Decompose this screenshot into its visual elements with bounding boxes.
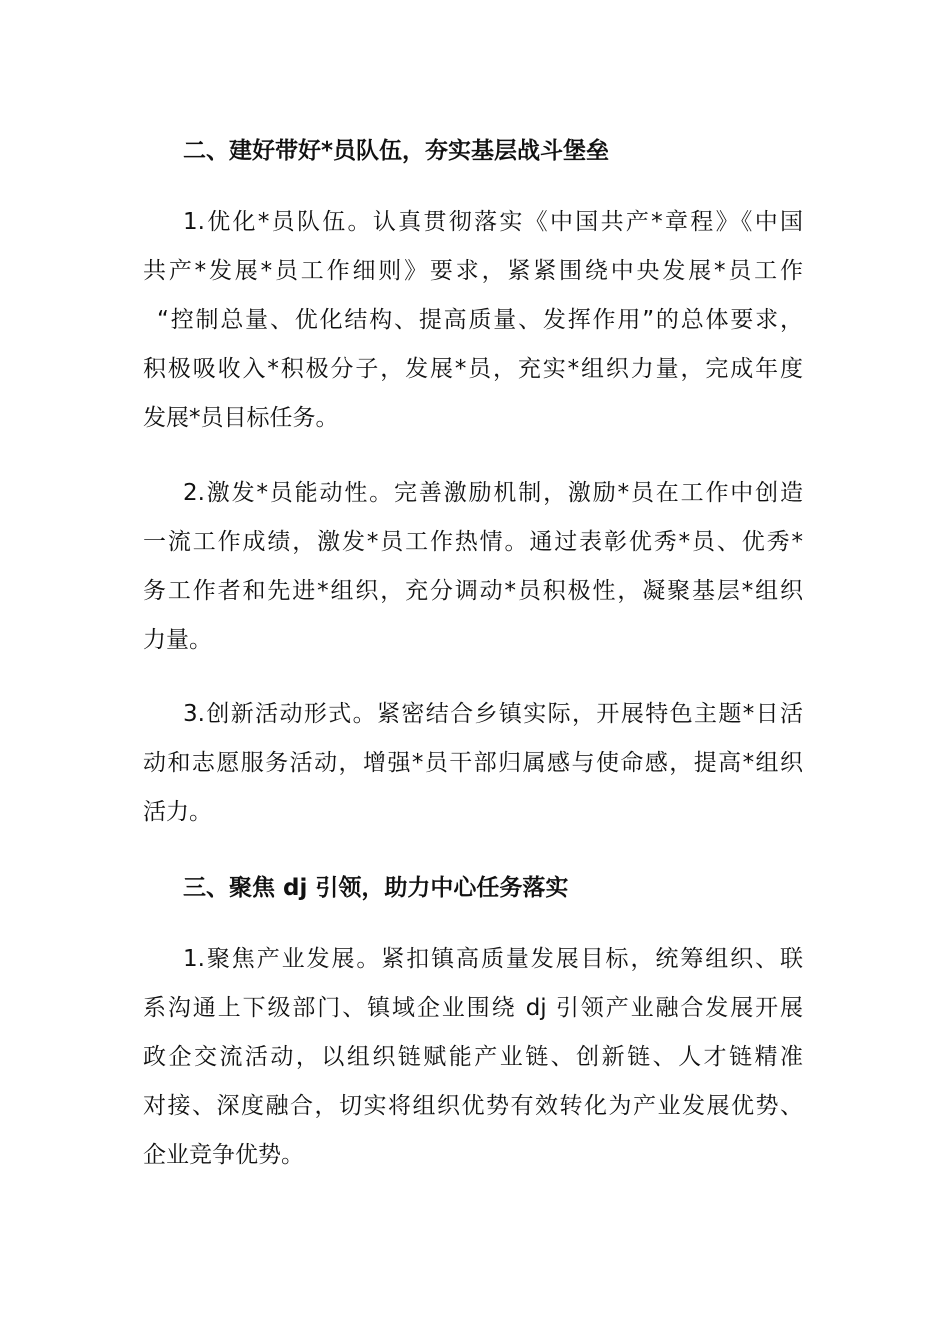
paragraph-line: 发展*员目标任务。	[143, 405, 339, 431]
paragraph-line: 动和志愿服务活动，增强*员干部归属感与使命感，提高*组织	[143, 750, 803, 776]
paragraph-line: 共产*发展*员工作细则》要求，紧紧围绕中央发展*员工作	[143, 258, 803, 284]
section-heading-3: 三、聚焦 dj 引领，助力中心任务落实	[183, 875, 569, 901]
paragraph-line: 活力。	[143, 799, 212, 825]
paragraph-line: 1.聚焦产业发展。紧扣镇高质量发展目标，统筹组织、联	[183, 946, 803, 972]
paragraph-line: 积极吸收入*积极分子，发展*员，充实*组织力量，完成年度	[143, 356, 803, 382]
paragraph-line: 务工作者和先进*组织，充分调动*员积极性，凝聚基层*组织	[143, 578, 803, 604]
paragraph-line: 对接、深度融合，切实将组织优势有效转化为产业发展优势、	[143, 1093, 803, 1119]
paragraph-line: 企业竞争优势。	[143, 1142, 304, 1168]
paragraph-line: 1.优化*员队伍。认真贯彻落实《中国共产*章程》《中国	[183, 209, 803, 235]
paragraph-line: 3.创新活动形式。紧密结合乡镇实际，开展特色主题*日活	[183, 701, 803, 727]
paragraph-2-3	[143, 690, 803, 837]
paragraph-3-1	[143, 935, 803, 1180]
paragraph-line: 一流工作成绩，激发*员工作热情。通过表彰优秀*员、优秀*	[143, 529, 803, 555]
paragraph-line: 2.激发*员能动性。完善激励机制，激励*员在工作中创造	[183, 480, 803, 506]
paragraph-line: 系沟通上下级部门、镇域企业围绕 dj 引领产业融合发展开展	[143, 995, 803, 1021]
section-heading-2: 二、建好带好*员队伍，夯实基层战斗堡垒	[183, 138, 610, 164]
paragraph-2-1	[143, 198, 803, 443]
paragraph-line: 力量。	[143, 627, 212, 653]
paragraph-line: 政企交流活动，以组织链赋能产业链、创新链、人才链精准	[143, 1044, 803, 1070]
paragraph-line: “控制总量、优化结构、提高质量、发挥作用”的总体要求，	[157, 307, 803, 333]
paragraph-2-2	[143, 469, 803, 665]
